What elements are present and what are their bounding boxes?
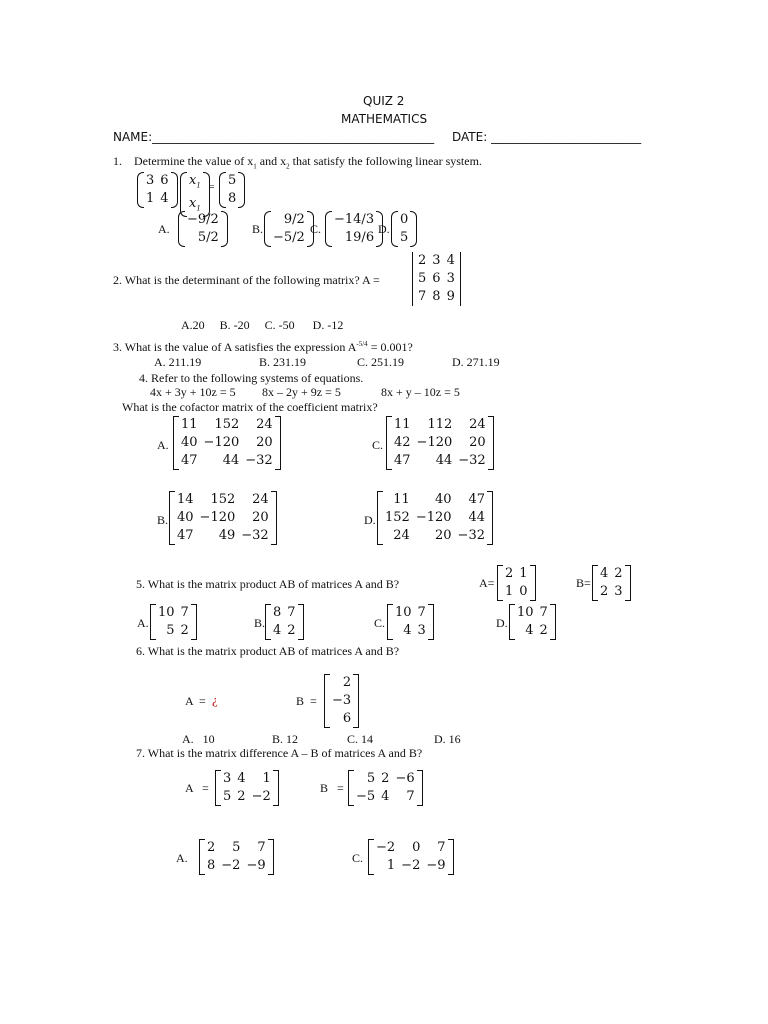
matrix-cell: 24: [252, 492, 269, 507]
matrix-cell: 152: [214, 417, 240, 432]
q5-option-a[interactable]: [155, 604, 192, 640]
matrix-cell: 152: [385, 510, 410, 525]
q6-a-placeholder-glyph: ¿: [212, 692, 218, 707]
matrix-cell: 3: [146, 173, 155, 188]
matrix-cell: −2: [401, 858, 421, 873]
matrix-cell: 8: [207, 858, 216, 873]
matrix-cell: −32: [458, 453, 486, 468]
matrix-cell: 7: [180, 605, 189, 620]
matrix-cell: −3: [332, 693, 352, 708]
matrix-cell: 3: [614, 584, 623, 599]
matrix-cell: 24: [469, 417, 486, 432]
q6-matrix-b: [329, 674, 354, 728]
matrix-cell: 20: [435, 528, 452, 543]
matrix-cell: −5: [356, 789, 376, 804]
matrix-cell: 2: [614, 566, 623, 581]
q5-b-label: B=: [576, 576, 591, 590]
matrix-cell: −5/2: [273, 230, 305, 245]
matrix-cell: 20: [256, 435, 273, 450]
matrix-cell: 5: [223, 789, 232, 804]
matrix-cell: 1: [146, 191, 155, 206]
q1-equals: =: [209, 182, 215, 193]
matrix-cell: 44: [468, 510, 485, 525]
q1-option-d-label[interactable]: D.: [378, 222, 390, 236]
q1-option-c[interactable]: [331, 211, 377, 247]
matrix-cell: 47: [468, 492, 485, 507]
matrix-cell: 11: [181, 417, 198, 432]
q4-text: 4. Refer to the following systems of equations.: [139, 371, 364, 385]
matrix-cell: 4: [273, 623, 282, 638]
matrix-cell: 2: [342, 675, 352, 690]
q5-option-d[interactable]: [514, 604, 551, 640]
q7-matrix-b: [353, 770, 418, 806]
q2-options[interactable]: A.20 B. -20 C. -50 D. -12: [181, 318, 344, 332]
q5-a-label: A=: [479, 576, 495, 590]
q6-option-c[interactable]: C. 14: [347, 732, 374, 746]
matrix-cell: 44: [222, 453, 240, 468]
matrix-cell: 8: [432, 289, 441, 304]
matrix-cell: 6: [342, 711, 352, 726]
matrix-cell: 40: [181, 435, 198, 450]
matrix-cell: 4: [237, 771, 246, 786]
matrix-cell: 7: [418, 289, 427, 304]
q4-option-d-label[interactable]: D.: [364, 513, 376, 527]
q6-text: 6. What is the matrix product AB of matrices A and B?: [136, 644, 400, 658]
matrix-cell: 1: [505, 584, 514, 599]
matrix-cell: 19/6: [344, 230, 375, 245]
q6-b-label: B =: [296, 694, 317, 708]
matrix-cell: 11: [393, 492, 410, 507]
matrix-cell: 1: [519, 566, 528, 581]
q1-option-b[interactable]: [270, 211, 308, 247]
matrix-cell: 3: [432, 253, 441, 268]
matrix-cell: 3: [417, 623, 426, 638]
q1-matrix-a: [143, 172, 172, 208]
matrix-cell: $x_1$: [189, 195, 201, 213]
q4-option-a-label[interactable]: A.: [157, 438, 169, 452]
q5-option-a-label[interactable]: A.: [137, 616, 149, 630]
matrix-cell: 112: [427, 417, 453, 432]
matrix-cell: 7: [539, 605, 548, 620]
name-field[interactable]: NAME:_______________________________________________: [113, 130, 435, 144]
matrix-cell: 5: [400, 230, 409, 245]
matrix-cell: 5: [232, 840, 241, 855]
q4-option-b[interactable]: [174, 491, 272, 545]
q5-matrix-a: [502, 565, 531, 601]
q1-option-c-label[interactable]: C.: [310, 222, 322, 236]
q7-a-label: A =: [185, 781, 209, 795]
q4-equation-2: 8x – 2y + 9z = 5: [262, 385, 341, 399]
matrix-cell: 4: [446, 253, 455, 268]
matrix-cell: 2: [237, 789, 246, 804]
matrix-cell: −14/3: [334, 212, 375, 227]
matrix-cell: 0: [412, 840, 421, 855]
matrix-cell: 152: [210, 492, 236, 507]
q4-option-d[interactable]: [382, 491, 488, 545]
q3-text: 3. What is the value of A satisfies the expression $A^{-5/4} = 0.001$?: [113, 340, 413, 354]
q5-option-c-label[interactable]: C.: [374, 616, 386, 630]
matrix-cell: 14: [177, 492, 194, 507]
matrix-cell: 3: [223, 771, 232, 786]
matrix-cell: 24: [256, 417, 273, 432]
q2-matrix: [415, 252, 458, 306]
q4-equation-1: 4x + 3y + 10z = 5: [150, 385, 236, 399]
matrix-cell: −2: [376, 840, 396, 855]
matrix-cell: 20: [252, 510, 269, 525]
matrix-cell: 5: [166, 623, 175, 638]
q4-question: What is the cofactor matrix of the coefficient matrix?: [122, 400, 378, 414]
matrix-cell: −9: [246, 858, 266, 873]
matrix-cell: 2: [287, 623, 296, 638]
matrix-cell: 4: [381, 789, 390, 804]
matrix-cell: 2: [180, 623, 189, 638]
matrix-cell: 40: [177, 510, 194, 525]
matrix-cell: 6: [160, 173, 169, 188]
matrix-cell: 2: [505, 566, 514, 581]
matrix-cell: 24: [393, 528, 410, 543]
q6-option-a[interactable]: A. 10: [182, 732, 215, 746]
matrix-cell: 5: [366, 771, 376, 786]
matrix-cell: 6: [432, 271, 441, 286]
q3-option-a[interactable]: A. 211.19: [154, 355, 202, 369]
matrix-cell: 5/2: [197, 230, 219, 245]
matrix-cell: 2: [600, 584, 609, 599]
q4-option-a[interactable]: [178, 416, 276, 470]
matrix-cell: 7: [417, 605, 426, 620]
q5-option-d-label[interactable]: D.: [496, 616, 508, 630]
q4-option-b-label[interactable]: B.: [157, 513, 169, 527]
matrix-cell: 2: [381, 771, 390, 786]
q5-option-b[interactable]: [270, 604, 299, 640]
q1-option-a[interactable]: [184, 211, 222, 247]
matrix-cell: 10: [158, 605, 175, 620]
matrix-cell: 44: [435, 453, 453, 468]
matrix-cell: 1: [262, 771, 271, 786]
matrix-cell: −9/2: [187, 212, 219, 227]
q1-matrix-b: [225, 172, 239, 208]
matrix-cell: 2: [539, 623, 548, 638]
q7-option-a-label[interactable]: A.: [176, 851, 188, 865]
q1-option-d[interactable]: [397, 211, 411, 247]
matrix-cell: 9: [446, 289, 455, 304]
q4-equation-3: 8x + y – 10z = 5: [381, 385, 460, 399]
q6-a-label: A =: [185, 694, 206, 708]
matrix-cell: −6: [395, 771, 415, 786]
matrix-cell: $x_1$: [189, 173, 201, 190]
q7-text: 7. What is the matrix difference A – B of matrices A and B?: [136, 746, 423, 760]
matrix-cell: 3: [446, 271, 455, 286]
matrix-cell: 7: [406, 789, 415, 804]
q1-text: 1. Determine the value of $x_1$ and $x_2$ that satisfy the following linear system.: [113, 154, 482, 171]
quiz-title: QUIZ 2: [363, 94, 405, 108]
q7-b-label: B =: [320, 781, 344, 795]
matrix-cell: −2: [251, 789, 271, 804]
q1-option-a-label[interactable]: A.: [158, 222, 170, 236]
q4-option-c[interactable]: [391, 416, 489, 470]
matrix-cell: −120: [199, 510, 236, 525]
matrix-cell: −120: [415, 510, 452, 525]
q7-option-a[interactable]: [204, 839, 269, 875]
q6-option-d[interactable]: D. 16: [434, 732, 461, 746]
matrix-cell: 5: [418, 271, 427, 286]
matrix-cell: 4: [160, 191, 169, 206]
matrix-cell: 2: [418, 253, 427, 268]
q6-option-b[interactable]: B. 12: [272, 732, 299, 746]
matrix-cell: −120: [203, 435, 240, 450]
matrix-cell: −32: [245, 453, 273, 468]
q5-option-c[interactable]: [392, 604, 429, 640]
q1-option-b-label[interactable]: B.: [252, 222, 264, 236]
matrix-cell: −9: [426, 858, 446, 873]
q5-text: 5. What is the matrix product AB of matrices A and B?: [136, 577, 400, 591]
q5-matrix-b: [597, 565, 626, 601]
matrix-cell: 8: [228, 191, 237, 206]
q4-option-c-label[interactable]: C.: [372, 438, 384, 452]
matrix-cell: 42: [394, 435, 411, 450]
matrix-cell: 49: [218, 528, 236, 543]
matrix-cell: 7: [287, 605, 296, 620]
matrix-cell: 5: [228, 173, 237, 188]
matrix-cell: 9/2: [283, 212, 305, 227]
q5-option-b-label[interactable]: B.: [254, 616, 266, 630]
q7-option-c[interactable]: [373, 839, 449, 875]
matrix-cell: 10: [517, 605, 534, 620]
matrix-cell: 40: [435, 492, 452, 507]
matrix-cell: −2: [221, 858, 241, 873]
matrix-cell: 0: [400, 212, 409, 227]
matrix-cell: 4: [525, 623, 534, 638]
matrix-cell: 1: [386, 858, 396, 873]
matrix-cell: 4: [600, 566, 609, 581]
matrix-cell: 7: [257, 840, 266, 855]
matrix-cell: −32: [457, 528, 485, 543]
subject-title: MATHEMATICS: [341, 112, 428, 126]
matrix-cell: 47: [181, 453, 198, 468]
matrix-cell: 47: [394, 453, 411, 468]
matrix-cell: 0: [519, 584, 528, 599]
matrix-cell: 11: [394, 417, 411, 432]
q3-option-b[interactable]: B. 231.19: [259, 355, 307, 369]
matrix-cell: −32: [241, 528, 269, 543]
q7-option-c-label[interactable]: C.: [352, 851, 364, 865]
q7-matrix-a: [220, 770, 274, 806]
q3-option-c[interactable]: C. 251.19: [357, 355, 405, 369]
q2-text: 2. What is the determinant of the following matrix? A =: [113, 273, 380, 287]
matrix-cell: 2: [207, 840, 216, 855]
matrix-cell: 47: [177, 528, 194, 543]
matrix-cell: −120: [416, 435, 453, 450]
matrix-cell: 10: [395, 605, 412, 620]
matrix-cell: 8: [273, 605, 282, 620]
matrix-cell: 7: [437, 840, 446, 855]
date-field[interactable]: DATE: _________________________: [452, 130, 642, 144]
matrix-cell: 4: [403, 623, 412, 638]
matrix-cell: 20: [469, 435, 486, 450]
q3-option-d[interactable]: D. 271.19: [452, 355, 500, 369]
